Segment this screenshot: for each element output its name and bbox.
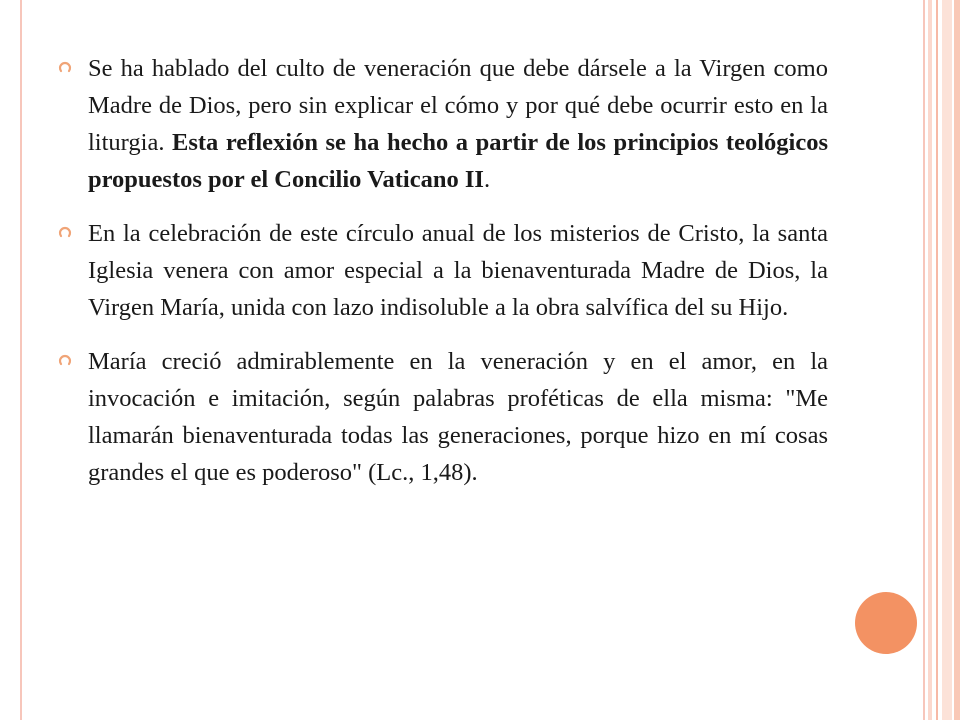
bullet-text-bold: Esta reflexión se ha hecho a partir de los principios teológicos propuestos por el Concilio Vaticano II [88,129,828,193]
bullet-item [58,343,828,491]
ring-bullet-icon [58,60,74,79]
bullet-text: En la celebración de este círculo anual de los misterios de Cristo, la santa Iglesia venera con amor especial a la bienaventurada Madre de Dios, la Virgen María, unida con lazo indisoluble a la obra salvífica del su Hijo. [88,220,828,321]
decorative-stripes [928,0,960,720]
bullet-item [58,50,828,198]
bullet-text-part: Se ha hablado del culto de veneración que debe dársele a la Virgen como Madre de Dios, pero sin explicar el cómo y por qué debe ocurrir esto en la liturgia. [88,55,828,156]
bullet-text: María creció admirablemente en la veneración y en el amor, en la invocación e imitación, según palabras proféticas de ella misma: "Me llamarán bienaventurada todas las generaciones, porque hizo en mí cosas grandes el que es poderoso" (Lc., 1,48). [88,348,828,486]
bullet-item [58,215,828,326]
orange-circle-icon [855,592,917,654]
slide-content [58,50,828,508]
bullet-text [88,50,828,198]
bullet-text-part: . [483,166,491,193]
ring-bullet-icon [58,225,74,244]
ring-bullet-icon [58,353,74,372]
